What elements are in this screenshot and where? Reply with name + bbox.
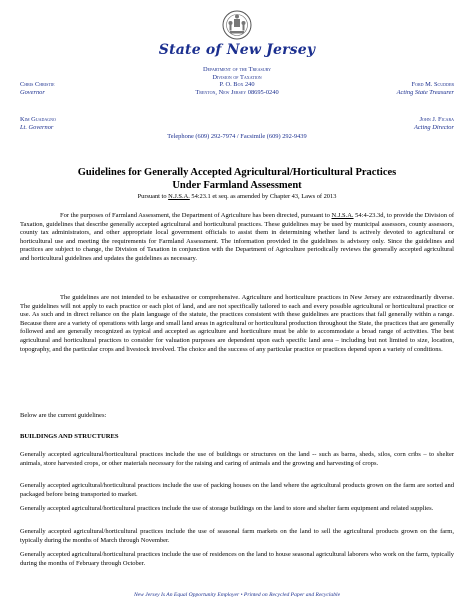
- governor-title: Governor: [20, 88, 45, 96]
- title-line-1: Guidelines for Generally Accepted Agricultural/Horticultural Practices: [77, 167, 397, 178]
- division-name: Division of Taxation: [212, 73, 262, 81]
- body-section-1: [20, 212, 454, 264]
- guideline-item: Generally accepted agricultural/horticultural practices include the use of seasonal farm markets on the land to sell the agricultural products grown on the farm, typically during the months of March through November.: [20, 528, 454, 544]
- state-seal-icon: [222, 10, 252, 42]
- body-section-2: [20, 294, 454, 354]
- footer-text: New Jersey Is An Equal Opportunity Employer • Printed on Recycled Paper and Recyclable: [133, 592, 341, 598]
- guideline-item: Generally accepted agricultural/horticultural practices include the use of storage buildings on the land to store and shelter farm equipment and related supplies.: [20, 505, 434, 512]
- subtitle-pre: Pursuant to: [137, 193, 169, 200]
- phone-line: Telephone (609) 292-7974 / Facsimile (609) 292-9439: [167, 133, 307, 140]
- paragraph-intro: [20, 212, 454, 264]
- paragraph-scope: The guidelines are not intended to be exhaustive or comprehensive. Agriculture and horticulture practices in New Jersey are extraordinarily diverse. The guidelines will not apply to each practice or each plot of land, and are not specifically tailored to each and every possible agricultural or horticultural practice or use. As such and in direct reliance on the plain language of the statute, the practices consistent with these guidelines are practices that fall generally within a range. Because there are a variety of operations with large and small land areas in agricultural or horticultural production throughout the State, the practices that are generally followed and are generally recognized as typical and accepted as agriculture and horticulture must be able to accommodate a broad range of activities. The best agricultural and horticultural practices to consider for valuation purposes are dependent upon each specific land area – including but not limited to size, location, topography, and the particular crops and livestock involved. The choice and the success of any particular practice or practices depend upon a variety of conditions.: [20, 294, 454, 353]
- governor-block: [20, 81, 55, 97]
- department-block: [137, 66, 337, 96]
- treasurer-block: [397, 81, 454, 97]
- city-address: Trenton, New Jersey 08695-0240: [195, 88, 279, 96]
- lt-governor-block: [20, 116, 56, 132]
- treasurer-name: Ford M. Scudder: [411, 81, 454, 88]
- current-guidelines-label: [20, 412, 454, 421]
- document-title: [0, 167, 474, 192]
- lt-governor-name: Kim Guadagno: [20, 116, 56, 123]
- lt-governor-title: Lt. Governor: [20, 123, 54, 131]
- subtitle-post: 54:23.1 et seq. as amended by Chapter 43, Laws of 2013: [189, 193, 337, 200]
- guideline-item: Generally accepted agricultural/horticultural practices include the use of buildings or structures on the land -- such as barns, sheds, silos, corn cribs – to shelter animals, store harvested crops, or other materials necessary for the raising and caring of animals and the growing and harvesting of crops.: [20, 451, 454, 467]
- department-name: Department of the Treasury: [203, 66, 271, 73]
- state-title: State of New Jersey: [158, 42, 316, 58]
- paragraph-intro-pre: For the purposes of Farmland Assessment, the Department of Agriculture has been directed, pursuant to: [60, 212, 332, 219]
- paragraph-intro-post: 54:4-23.3d, to provide the Division of Taxation, guidelines that describe generally accepted agricultural and horticultural practices. These guidelines may be used by municipal assessors, county assessors, county tax administrators, and other appropriate local government officials to assist them in determining whether land is actively devoted to agricultural or horticultural use and meeting the requirements for Farmland Assessment. The information provided in the guidelines is advisory only. Since the guidelines and practices are subject to change, the Division of Taxation in conjunction with the Department of Agriculture periodically reviews the generally accepted agricultural and horticultural guidelines and updates the guidelines as necessary.: [20, 212, 454, 262]
- guideline-item: Generally accepted agricultural/horticultural practices include the use of packing houses on the land where the agricultural products grown on the farm are sorted and packaged before being transported to market.: [20, 482, 454, 498]
- governor-name: Chris Christie: [20, 81, 55, 88]
- director-name: John J. Ficara: [419, 116, 454, 123]
- statute-link[interactable]: N.J.S.A.: [168, 193, 190, 200]
- treasurer-title: Acting State Treasurer: [396, 88, 454, 96]
- po-box: P. O. Box 240: [219, 81, 255, 89]
- director-title: Acting Director: [413, 123, 454, 131]
- section-heading: BUILDINGS AND STRUCTURES: [20, 433, 119, 440]
- document-subtitle: [0, 193, 474, 200]
- paragraph-below: Below are the current guidelines:: [20, 412, 107, 419]
- guideline-item: Generally accepted agricultural/horticultural practices include the use of residences on the land to house seasonal agricultural laborers who work on the farm, typically during the months of February through October.: [20, 551, 454, 567]
- director-block: [414, 116, 454, 132]
- title-line-2: Under Farmland Assessment: [172, 179, 302, 191]
- statute-link-2[interactable]: N.J.S.A.: [331, 212, 354, 219]
